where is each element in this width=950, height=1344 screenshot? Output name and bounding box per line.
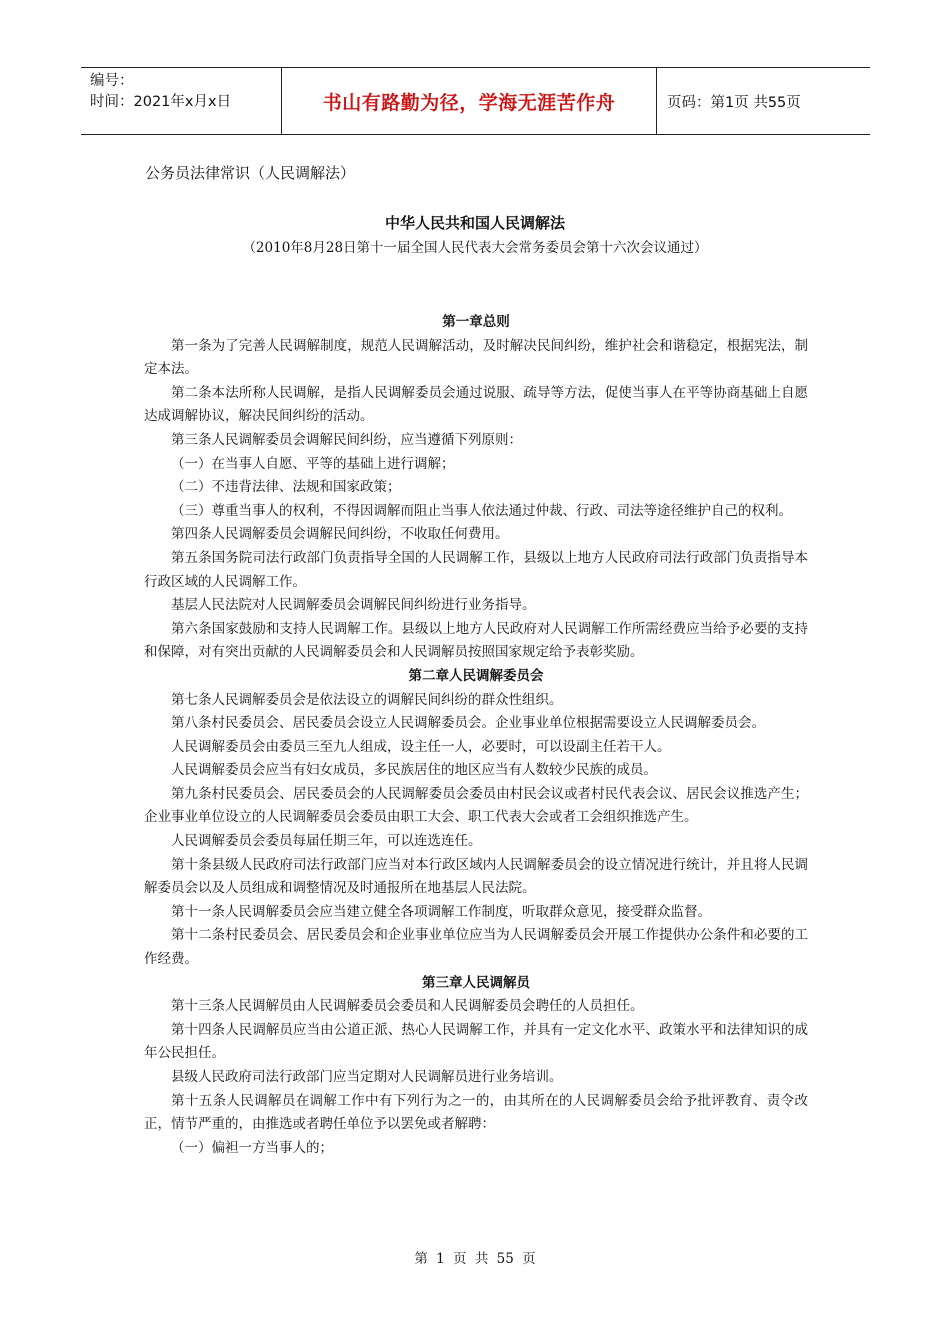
paragraph: （一）偏袒一方当事人的； bbox=[171, 1139, 333, 1156]
paragraph: 第四条人民调解委员会调解民间纠纷，不收取任何费用。 bbox=[171, 526, 509, 543]
paragraph: 人民调解委员会由委员三至九人组成，设主任一人，必要时，可以设副主任若干人。 bbox=[171, 738, 671, 755]
chapter-heading: 第二章人民调解委员会 bbox=[408, 667, 544, 684]
paragraph: 第十五条人民调解员在调解工作中有下列行为之一的，由其所在的人民调解委员会给予批评教育、责令改正，情节严重的，由推选或者聘任单位予以罢免或者解聘： bbox=[144, 1092, 808, 1133]
header-meta bbox=[81, 68, 281, 134]
document-title: 中华人民共和国人民调解法 bbox=[384, 214, 565, 232]
paragraph: （二）不违背法律、法规和国家政策； bbox=[171, 479, 401, 496]
document-body bbox=[144, 311, 808, 1160]
paragraph: 第九条村民委员会、居民委员会的人民调解委员会委员由村民会议或者村民代表会议、居民会议推选产生；企业事业单位设立的人民调解委员会委员由职工大会、职工代表大会或者工会组织推选产生。 bbox=[144, 785, 808, 826]
page-footer: 第 1 页 共 55 页 bbox=[414, 1251, 536, 1267]
paragraph: 第十一条人民调解委员会应当建立健全各项调解工作制度，听取群众意见，接受群众监督。 bbox=[171, 903, 711, 920]
paragraph: （三）尊重当事人的权利，不得因调解而阻止当事人依法通过仲裁、行政、司法等途径维护自己的权利。 bbox=[171, 502, 792, 519]
document-label: 公务员法律常识（人民调解法） bbox=[145, 164, 356, 182]
paragraph: 第三条人民调解委员会调解民间纠纷，应当遵循下列原则： bbox=[171, 431, 522, 448]
chapter-heading: 第三章人民调解员 bbox=[422, 974, 530, 991]
paragraph: 第十二条村民委员会、居民委员会和企业事业单位应当为人民调解委员会开展工作提供办公条件和必要的工作经费。 bbox=[144, 927, 808, 968]
header-motto: 书山有路勤为径，学海无涯苦作舟 bbox=[281, 68, 657, 134]
document-subtitle: （2010年8月28日第十一届全国人民代表大会常务委员会第十六次会议通过） bbox=[242, 240, 708, 256]
paragraph: 人民调解委员会应当有妇女成员，多民族居住的地区应当有人数较少民族的成员。 bbox=[171, 762, 657, 779]
paragraph: 第七条人民调解委员会是依法设立的调解民间纠纷的群众性组织。 bbox=[171, 691, 563, 708]
paragraph: 第十三条人民调解员由人民调解委员会委员和人民调解委员会聘任的人员担任。 bbox=[171, 998, 644, 1015]
paragraph: 第六条国家鼓励和支持人民调解工作。县级以上地方人民政府对人民调解工作所需经费应当给予必要的支持和保障，对有突出贡献的人民调解委员会和人民调解员按照国家规定给予表彰奖励。 bbox=[144, 620, 808, 661]
paragraph: 第十条县级人民政府司法行政部门应当对本行政区域内人民调解委员会的设立情况进行统计，并且将人民调解委员会以及人员组成和调整情况及时通报所在地基层人民法院。 bbox=[144, 856, 808, 897]
paragraph: 第一条为了完善人民调解制度，规范人民调解活动，及时解决民间纠纷，维护社会和谐稳定，根据宪法，制定本法。 bbox=[144, 337, 808, 378]
paragraph: 第五条国务院司法行政部门负责指导全国的人民调解工作，县级以上地方人民政府司法行政部门负责指导本行政区域的人民调解工作。 bbox=[144, 549, 808, 590]
header-page-info: 页码：第1页 共55页 bbox=[667, 94, 801, 111]
page-header bbox=[81, 67, 870, 135]
paragraph: （一）在当事人自愿、平等的基础上进行调解； bbox=[171, 455, 455, 472]
paragraph: 第八条村民委员会、居民委员会设立人民调解委员会。企业事业单位根据需要设立人民调解委员会。 bbox=[171, 715, 765, 732]
paragraph: 第二条本法所称人民调解，是指人民调解委员会通过说服、疏导等方法，促使当事人在平等协商基础上自愿达成调解协议，解决民间纠纷的活动。 bbox=[144, 384, 808, 425]
paragraph: 人民调解委员会委员每届任期三年，可以连选连任。 bbox=[171, 833, 482, 850]
chapter-heading: 第一章总则 bbox=[442, 314, 510, 330]
paragraph: 基层人民法院对人民调解委员会调解民间纠纷进行业务指导。 bbox=[171, 597, 536, 614]
paragraph: 县级人民政府司法行政部门应当定期对人民调解员进行业务培训。 bbox=[171, 1069, 563, 1085]
paragraph: 第十四条人民调解员应当由公道正派、热心人民调解工作，并具有一定文化水平、政策水平和法律知识的成年公民担任。 bbox=[144, 1021, 808, 1062]
number-label: 编号： bbox=[90, 73, 134, 89]
time-label: 时间：2021年x月x日 bbox=[90, 94, 232, 110]
